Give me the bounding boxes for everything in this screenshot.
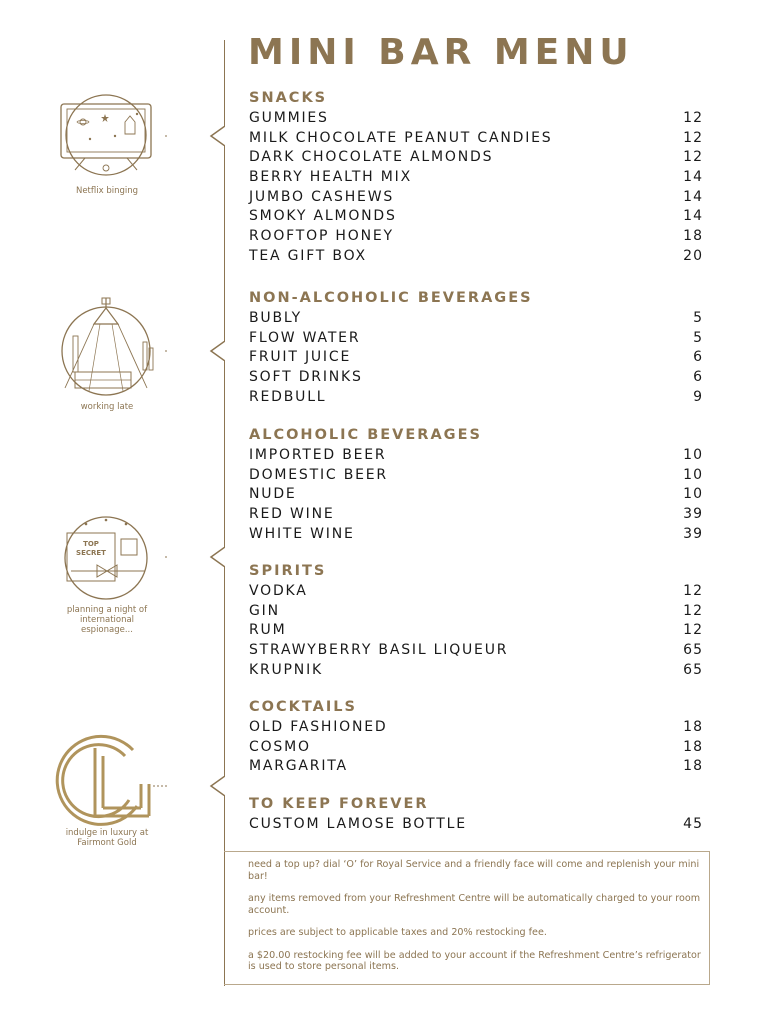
item-price: 12 [683, 109, 703, 126]
icon-caption: planning a night of international espionage... [66, 605, 148, 635]
item-price: 5 [693, 309, 703, 326]
item-name: NUDE [249, 486, 297, 503]
item-name: STRAWYBERRY BASIL LIQUEUR [249, 641, 509, 658]
page-title: MINI BAR MENU [248, 32, 634, 73]
item-name: OLD FASHIONED [249, 718, 388, 735]
item-price: 9 [693, 388, 703, 405]
menu-item [249, 167, 709, 187]
menu-item [249, 308, 709, 328]
item-price: 5 [693, 329, 703, 346]
menu-item [249, 465, 709, 485]
menu-item [249, 484, 709, 504]
section-cocktails [249, 697, 709, 776]
section-heading: SNACKS [249, 90, 328, 106]
item-name: VODKA [249, 582, 308, 599]
section-heading: TO KEEP FOREVER [249, 796, 429, 812]
item-name: DOMESTIC BEER [249, 466, 388, 483]
menu-item [249, 328, 709, 348]
item-name: WHITE WINE [249, 525, 355, 542]
item-price: 39 [683, 505, 703, 522]
item-name: GUMMIES [249, 109, 329, 126]
icon-caption: working late [80, 402, 134, 412]
item-name: TEA GIFT BOX [249, 247, 367, 264]
menu-item [249, 246, 709, 266]
item-price: 18 [683, 718, 703, 735]
item-name: RUM [249, 622, 287, 639]
icon-caption: Netflix binging [75, 186, 139, 196]
menu-item [249, 581, 709, 601]
item-name: BUBLY [249, 309, 302, 326]
menu-item [249, 620, 709, 640]
menu-item [249, 226, 709, 246]
item-name: RED WINE [249, 505, 335, 522]
menu-item [249, 147, 709, 167]
item-price: 45 [683, 815, 703, 832]
item-name: IMPORTED BEER [249, 446, 387, 463]
item-price: 6 [693, 368, 703, 385]
menu-item [249, 814, 709, 834]
divider-notch [205, 547, 225, 567]
menu-item [249, 367, 709, 387]
menu-item [249, 445, 709, 465]
item-name: JUMBO CASHEWS [249, 188, 395, 205]
menu-item [249, 187, 709, 207]
section-to-keep-forever [249, 794, 709, 834]
divider-notch [205, 341, 225, 361]
item-name: FLOW WATER [249, 329, 361, 346]
tv-icon [45, 94, 169, 196]
section-spirits [249, 561, 709, 679]
stamp-secret: SECRET [76, 549, 106, 557]
icon-caption: indulge in luxury at Fairmont Gold [65, 828, 149, 848]
divider-notch [205, 126, 225, 146]
section-snacks [249, 88, 709, 266]
section-heading: ALCOHOLIC BEVERAGES [249, 427, 482, 443]
note-text: prices are subject to applicable taxes and 20% restocking fee. [248, 927, 547, 938]
notes-box [224, 851, 710, 985]
menu-item [249, 717, 709, 737]
menu-item [249, 640, 709, 660]
menu-item [249, 504, 709, 524]
desk-lamp-icon [45, 296, 169, 412]
item-name: REDBULL [249, 388, 327, 405]
item-price: 65 [683, 641, 703, 658]
vertical-divider [224, 40, 225, 986]
item-price: 39 [683, 525, 703, 542]
item-name: BERRY HEALTH MIX [249, 168, 412, 185]
item-price: 6 [693, 349, 703, 366]
item-price: 10 [683, 466, 703, 483]
item-name: KRUPNIK [249, 661, 323, 678]
section-alcoholic-beverages [249, 425, 709, 543]
section-heading: NON-ALCOHOLIC BEVERAGES [249, 290, 533, 306]
item-name: MARGARITA [249, 758, 348, 775]
menu-item [249, 387, 709, 407]
item-price: 14 [683, 188, 703, 205]
note-text: a $20.00 restocking fee will be added to your account if the Refreshment Centre’s refrigerator is used to store personal items. [248, 949, 701, 972]
item-name: ROOFTOP HONEY [249, 227, 394, 244]
divider-notch [205, 776, 225, 796]
item-price: 12 [683, 129, 703, 146]
item-price: 20 [683, 247, 703, 264]
menu-item [249, 737, 709, 757]
item-price: 12 [683, 149, 703, 166]
item-price: 12 [683, 622, 703, 639]
menu-item [249, 524, 709, 544]
item-price: 65 [683, 661, 703, 678]
item-name: SMOKY ALMONDS [249, 208, 397, 225]
menu-item [249, 108, 709, 128]
section-non-alcoholic-beverages [249, 288, 709, 406]
item-name: COSMO [249, 738, 311, 755]
item-price: 10 [683, 446, 703, 463]
item-price: 18 [683, 738, 703, 755]
item-price: 10 [683, 486, 703, 503]
fairmont-gold-logo-icon [45, 734, 169, 848]
menu-item [249, 660, 709, 680]
stamp-top: TOP [83, 540, 99, 548]
item-name: MILK CHOCOLATE PEANUT CANDIES [249, 129, 553, 146]
item-name: DARK CHOCOLATE ALMONDS [249, 149, 494, 166]
note-text: any items removed from your Refreshment Centre will be automatically charged to your room account. [248, 893, 701, 916]
item-price: 14 [683, 168, 703, 185]
menu-item [249, 128, 709, 148]
top-secret-briefcase-icon [45, 515, 169, 635]
menu-item [249, 206, 709, 226]
menu-item [249, 347, 709, 367]
item-price: 14 [683, 208, 703, 225]
item-price: 18 [683, 758, 703, 775]
item-price: 12 [683, 602, 703, 619]
section-heading: SPIRITS [249, 563, 327, 579]
section-heading: COCKTAILS [249, 699, 357, 715]
menu-item [249, 601, 709, 621]
item-price: 12 [683, 582, 703, 599]
note-text: need a top up? dial ‘O’ for Royal Service and a friendly face will come and replenish your mini bar! [248, 859, 700, 882]
item-name: CUSTOM LAMOSE BOTTLE [249, 815, 467, 832]
item-name: GIN [249, 602, 280, 619]
item-name: SOFT DRINKS [249, 368, 363, 385]
item-name: FRUIT JUICE [249, 349, 352, 366]
menu-item [249, 756, 709, 776]
item-price: 18 [683, 227, 703, 244]
